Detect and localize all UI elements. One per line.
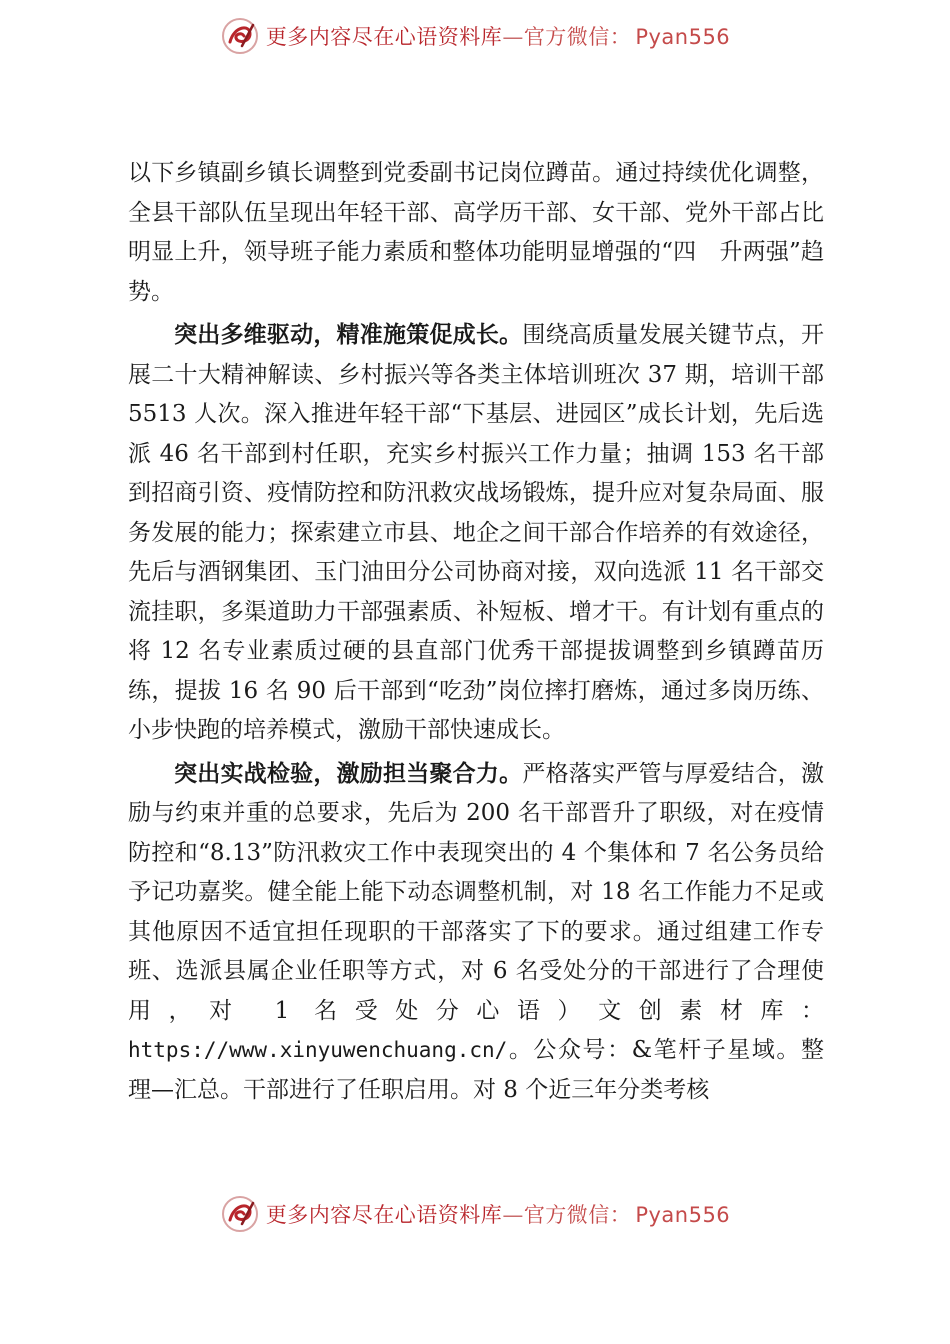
source-url: https://www.xinyuwenchuang.cn/: [128, 1038, 508, 1062]
watermark-title: 更多内容尽在心语资料库: [265, 25, 503, 49]
watermark-title: 更多内容尽在心语资料库: [265, 1203, 503, 1227]
wechat-label: 官方微信：: [523, 1203, 632, 1227]
watermark-separator: —: [502, 25, 524, 49]
swirl-logo-icon: [220, 1194, 260, 1234]
header-watermark: [0, 14, 950, 58]
wechat-id: Pyan556: [635, 1203, 731, 1227]
wechat-label: 官方微信：: [523, 25, 632, 49]
paragraph-1: 以下乡镇副乡镇长调整到党委副书记岗位蹲苗。通过持续优化调整，全县干部队伍呈现出年轻干部、高学历干部、女干部、党外干部占比明显上升，领导班子能力素质和整体功能明显增强的“四 升两强”趋势。: [128, 160, 824, 305]
paragraph-2-heading: 突出多维驱动，精准施策促成长。: [174, 322, 523, 348]
paragraph-2-body: 围绕高质量发展关键节点，开展二十大精神解读、乡村振兴等各类主体培训班次 37 期，培训干部 5513 人次。深入推进年轻干部“下基层、进园区”成长计划，先后选派 46 名干部到村任职，充实乡村振兴工作力量；抽调 153 名干部到招商引资、疫情防控和防汛救灾战场锻炼，提升应对复杂局面、服务发展的能力；探索建立市县、地企之间干部合作培养的有效途径，先后与酒钢集团、玉门油田分公司协商对接，双向选派 11 名干部交流挂职，多渠道助力干部强素质、补短板、增才干。有计划有重点的将 12 名专业素质过硬的县直部门优秀干部提拔调整到乡镇蹲苗历练，提拔 16 名 90 后干部到“吃劲”岗位摔打磨炼，通过多岗历练、小步快跑的培养模式，激励干部快速成长。: [128, 322, 825, 743]
footer-watermark: [0, 1192, 950, 1236]
watermark-text: [266, 1199, 730, 1229]
paragraph-3-heading: 突出实战检验，激励担当聚合力。: [174, 760, 523, 787]
paragraph-2: [128, 316, 824, 751]
wechat-id: Pyan556: [635, 25, 731, 49]
paragraph-3-tail: 。公众号：&笔杆子星域。整理—汇总。干部进行了任职启用。对 8 个近三年分类考核: [128, 1037, 824, 1103]
paragraph-3: [128, 755, 824, 1111]
document-body: [128, 154, 824, 1114]
watermark-text: [266, 21, 730, 51]
swirl-logo-icon: [220, 16, 260, 56]
watermark-separator: —: [502, 1203, 524, 1227]
paragraph-3-body: 严格落实严管与厚爱结合，激励与约束并重的总要求，先后为 200 名干部晋升了职级，对在疫情防控和“8.13”防汛救灾工作中表现突出的 4 个集体和 7 名公务员给予记功嘉奖。健全能上能下动态调整机制，对 18 名工作能力不足或其他原因不适宜担任现职的干部落实了下的要求。通过组建工作专班、选派县属企业任职等方式，对 6 名受处分的干部进行了合理使用，对 1 名受处分心语）文创素材库：: [128, 760, 825, 1024]
